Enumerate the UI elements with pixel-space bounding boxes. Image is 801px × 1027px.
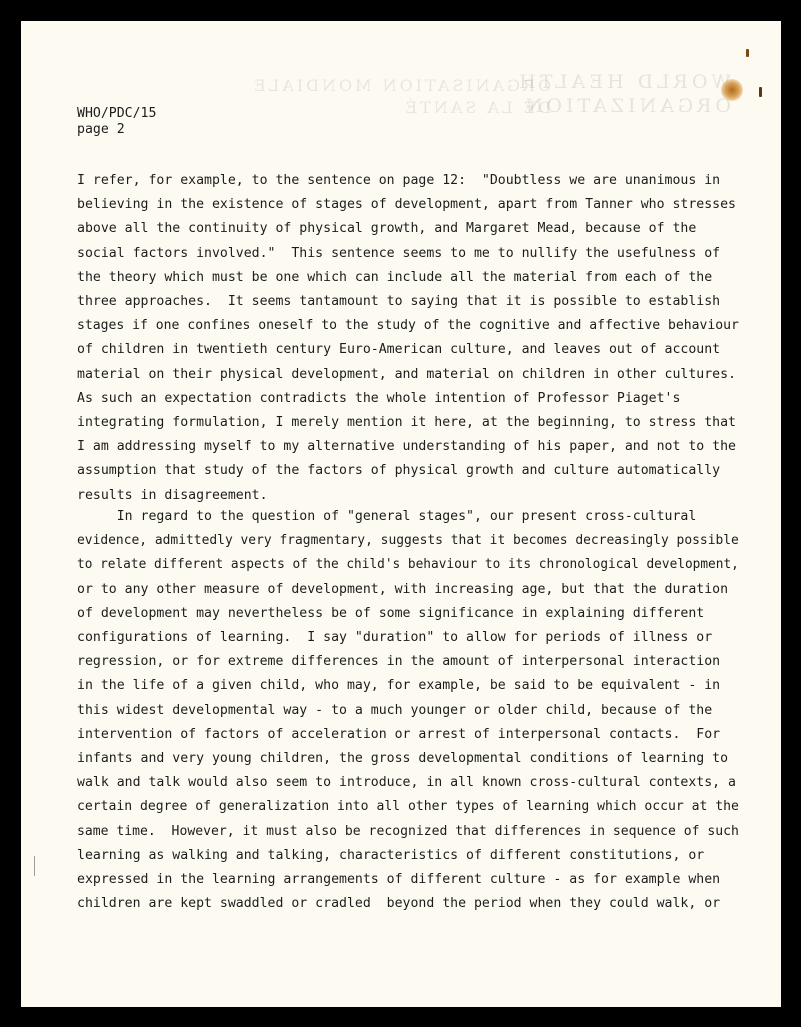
text-line: in the life of a given child, who may, for example, be said to be equivalent - in: [77, 678, 721, 694]
text-line: evidence, admittedly very fragmentary, suggests that it becomes decreasingly possible: [77, 533, 739, 549]
text-line: of development may nevertheless be of some significance in explaining different: [77, 605, 705, 621]
text-line: As such an expectation contradicts the whole intention of Professor Piaget's: [77, 390, 681, 406]
document-page: [21, 21, 781, 1007]
text-line: or to any other measure of development, with increasing age, but that the duration: [77, 581, 729, 597]
text-line: believing in the existence of stages of development, apart from Tanner who stresses: [77, 197, 736, 213]
text-line: I am addressing myself to my alternative understanding of his paper, and not to the: [77, 439, 736, 455]
text-line: regression, or for extreme differences in the amount of interpersonal interaction: [77, 654, 721, 670]
text-line: three approaches. It seems tantamount to saying that it is possible to establish: [77, 294, 721, 309]
text-line: children are kept swaddled or cradled beyond the period when they could walk, or: [77, 896, 721, 912]
page-number: page 2: [77, 122, 125, 137]
reference-number: WHO/PDC/15: [77, 106, 157, 121]
text-line: of children in twentieth century Euro-American culture, and leaves out of account: [77, 342, 721, 358]
rust-stain: [721, 79, 743, 101]
margin-mark: [34, 856, 35, 876]
text-line: the theory which must be one which can include all the material from each of the: [77, 269, 713, 285]
document-reference: [77, 106, 156, 138]
text-line: learning as walking and talking, characteristics of different constitutions, or: [77, 847, 705, 863]
show-through-letterhead: WORLD HEALTH ORGANIZATION: [515, 71, 731, 117]
text-line: infants and very young children, the gross developmental conditions of learning to: [77, 751, 729, 766]
text-line: this widest developmental way - to a much younger or older child, because of the: [77, 702, 713, 718]
text-line: integrating formulation, I merely mention it here, at the beginning, to stress that: [77, 415, 736, 430]
staple-mark: [759, 87, 762, 97]
text-line: walk and talk would also seem to introduce, in all known cross-cultural contexts, a: [77, 775, 736, 791]
text-line: expressed in the learning arrangements of different culture - as for example when: [77, 872, 721, 887]
text-line: certain degree of generalization into all other types of learning which occur at the: [77, 799, 739, 815]
text-line: stages if one confines oneself to the study of the cognitive and affective behaviour: [77, 318, 739, 334]
text-line: I refer, for example, to the sentence on page 12: "Doubtless we are unanimous in: [77, 173, 721, 188]
text-line: results in disagreement.: [77, 487, 268, 503]
text-line: material on their physical development, and material on children in other cultures.: [77, 366, 736, 382]
text-line: social factors involved." This sentence seems to me to nullify the usefulness of: [77, 245, 721, 261]
text-line: In regard to the question of "general stages", our present cross-cultural: [77, 509, 697, 524]
text-line: same time. However, it must also be recognized that differences in sequence of such: [77, 823, 739, 839]
text-line: intervention of factors of acceleration or arrest of interpersonal contacts. For: [77, 726, 721, 742]
show-through-letterhead-french: ORGANISATION MONDIALE DE LA SANTÉ: [251, 76, 552, 117]
text-line: above all the continuity of physical growth, and Margaret Mead, because of the: [77, 221, 697, 237]
text-line: to relate different aspects of the child's behaviour to its chronological development,: [77, 557, 739, 573]
text-line: configurations of learning. I say "duration" to allow for periods of illness or: [77, 630, 713, 645]
staple-mark: [746, 49, 749, 57]
text-line: assumption that study of the factors of physical growth and culture automatically: [77, 463, 721, 479]
